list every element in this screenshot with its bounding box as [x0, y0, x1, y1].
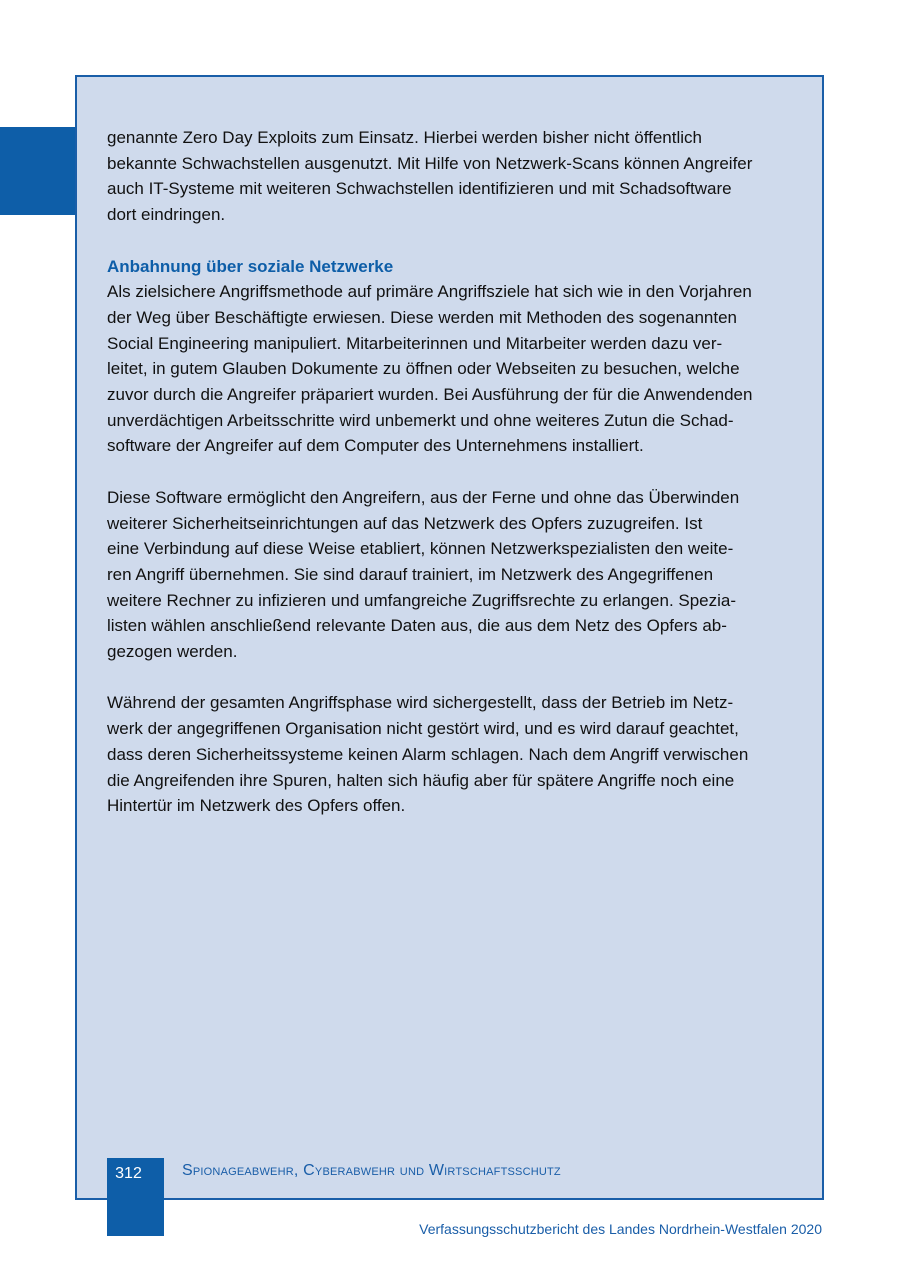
line: listen wählen anschließend relevante Daten aus, die aus dem Netz des Opfers ab- — [107, 616, 727, 636]
line: bekannte Schwachstellen ausgenutzt. Mit Hilfe von Netzwerk-Scans können Angreifer — [107, 153, 753, 173]
paragraph-1 — [107, 125, 797, 228]
line: unverdächtigen Arbeitsschritte wird unbemerkt und ohne weiteres Zutun die Schad- — [107, 410, 734, 430]
section-heading: Anbahnung über soziale Netzwerke — [107, 256, 394, 276]
line: Diese Software ermöglicht den Angreifern, aus der Ferne und ohne das Überwinden — [107, 487, 740, 507]
line: leitet, in gutem Glauben Dokumente zu öffnen oder Webseiten zu besuchen, welche — [107, 359, 740, 379]
publication-footer: Verfassungsschutzbericht des Landes Nordrhein-Westfalen 2020 — [419, 1221, 822, 1237]
line: der Weg über Beschäftigte erwiesen. Diese werden mit Methoden des sogenannten — [107, 307, 738, 327]
line: weiterer Sicherheitseinrichtungen auf das Netzwerk des Opfers zuzugreifen. Ist — [107, 513, 703, 533]
line: dort eindringen. — [107, 205, 226, 225]
line: dass deren Sicherheitssysteme keinen Alarm schlagen. Nach dem Angriff verwischen — [107, 744, 749, 764]
running-section-title: Spionageabwehr, Cyberabwehr und Wirtschaftsschutz — [182, 1162, 561, 1179]
main-text — [107, 125, 797, 845]
line: Während der gesamten Angriffsphase wird sichergestellt, dass der Betrieb im Netz- — [107, 693, 734, 713]
side-tab-marker — [0, 127, 76, 215]
line: weitere Rechner zu infizieren und umfangreiche Zugriffsrechte zu erlangen. Spezia- — [107, 590, 737, 610]
line: die Angreifenden ihre Spuren, halten sich häufig aber für spätere Angriffe noch eine — [107, 770, 735, 790]
line: Social Engineering manipuliert. Mitarbeiterinnen und Mitarbeiter werden dazu ver- — [107, 333, 723, 353]
line: auch IT-Systeme mit weiteren Schwachstellen identifizieren und mit Schadsoftware — [107, 179, 732, 199]
line: Als zielsichere Angriffsmethode auf primäre Angriffsziele hat sich wie in den Vorjahren — [107, 282, 752, 302]
line: software der Angreifer auf dem Computer des Unternehmens installiert. — [107, 436, 644, 456]
paragraph-3 — [107, 485, 797, 665]
line: eine Verbindung auf diese Weise etabliert, können Netzwerkspezialisten den weite- — [107, 539, 734, 559]
line: genannte Zero Day Exploits zum Einsatz. Hierbei werden bisher nicht öffentlich — [107, 128, 702, 147]
page-number-box — [107, 1158, 164, 1236]
line: zuvor durch die Angreifer präpariert wurden. Bei Ausführung der für die Anwendenden — [107, 385, 753, 405]
line: werk der angegriffenen Organisation nicht gestört wird, und es wird darauf geachtet, — [107, 719, 739, 739]
paragraph-2 — [107, 279, 797, 459]
line: ren Angriff übernehmen. Sie sind darauf trainiert, im Netzwerk des Angegriffenen — [107, 564, 714, 584]
line: gezogen werden. — [107, 642, 238, 662]
paragraph-4 — [107, 690, 797, 819]
line: Hintertür im Netzwerk des Opfers offen. — [107, 796, 406, 816]
page-number: 312 — [115, 1165, 142, 1182]
